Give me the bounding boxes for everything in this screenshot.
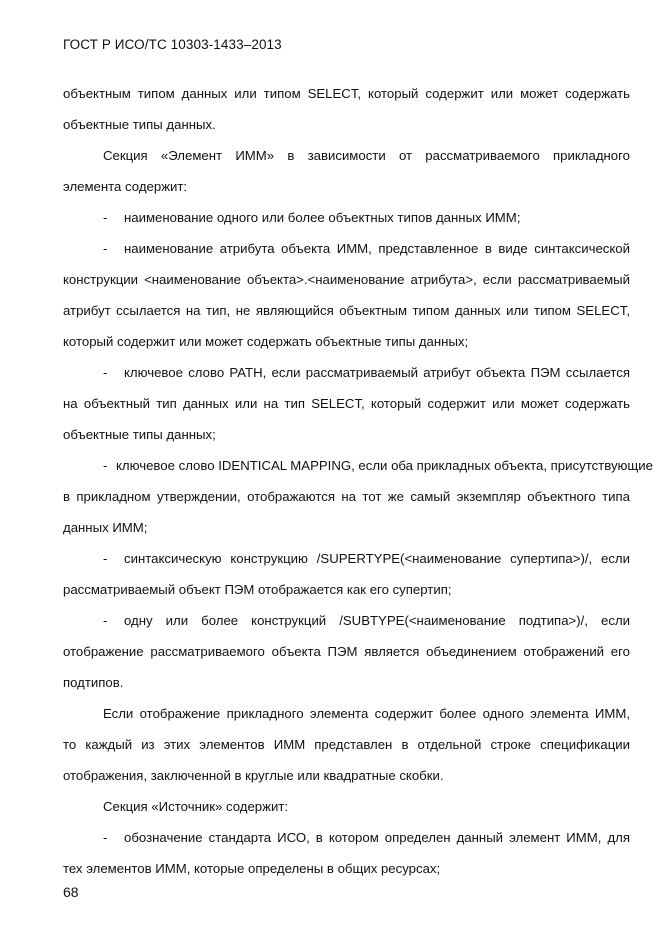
list-item: наименование одного или более объектных типов данных ИММ;	[124, 210, 521, 225]
list-item: одну или более конструкций /SUBTYPE(<наименование подтипа>)/, если	[124, 613, 630, 628]
document-header: ГОСТ Р ИСО/ТС 10303-1433–2013	[63, 37, 282, 52]
text-line: объектным типом данных или типом SELECT, который содержит или может содержать	[63, 86, 630, 101]
text-line: атрибут ссылается на тип, не являющийся объектным типом данных или типом SELECT,	[63, 303, 630, 318]
list-dash: -	[103, 458, 108, 473]
text-line: объектные типы данных;	[63, 427, 216, 442]
text-line: конструкции <наименование объекта>.<наименование атрибута>, если рассматриваемый	[63, 272, 630, 287]
list-dash: -	[103, 613, 108, 628]
text-line: объектные типы данных.	[63, 117, 216, 132]
text-line: данных ИММ;	[63, 520, 148, 535]
list-item: ключевое слово IDENTICAL MAPPING, если оба прикладных объекта, присутствующие	[116, 458, 653, 473]
text-line: подтипов.	[63, 675, 124, 690]
list-dash: -	[103, 830, 108, 845]
paragraph-start: Секция «Элемент ИММ» в зависимости от рассматриваемого прикладного	[103, 148, 630, 163]
list-dash: -	[103, 551, 108, 566]
list-dash: -	[103, 365, 108, 380]
text-line: в прикладном утверждении, отображаются на тот же самый экземпляр объектного типа	[63, 489, 630, 504]
list-item: ключевое слово PATH, если рассматриваемый атрибут объекта ПЭМ ссылается	[124, 365, 630, 380]
text-line: элемента содержит:	[63, 179, 188, 194]
text-line: отображения, заключенной в круглые или квадратные скобки.	[63, 768, 444, 783]
list-item: наименование атрибута объекта ИММ, представленное в виде синтаксической	[124, 241, 630, 256]
text-line: тех элементов ИММ, которые определены в общих ресурсах;	[63, 861, 441, 876]
text-line: на объектный тип данных или на тип SELECT, который содержит или может содержать	[63, 396, 630, 411]
paragraph-start: Если отображение прикладного элемента содержит более одного элемента ИММ,	[103, 706, 630, 721]
list-item: обозначение стандарта ИСО, в котором определен данный элемент ИММ, для	[124, 830, 630, 845]
text-line: отображение рассматриваемого объекта ПЭМ является объединением отображений его	[63, 644, 630, 659]
list-dash: -	[103, 241, 108, 256]
text-line: который содержит или может содержать объектные типы данных;	[63, 334, 469, 349]
list-dash: -	[103, 210, 108, 225]
list-item: синтаксическую конструкцию /SUPERTYPE(<наименование супертипа>)/, если	[124, 551, 630, 566]
page-number: 68	[63, 884, 79, 900]
paragraph-start: Секция «Источник» содержит:	[103, 799, 289, 814]
text-line: то каждый из этих элементов ИММ представлен в отдельной строке спецификации	[63, 737, 630, 752]
text-line: рассматриваемый объект ПЭМ отображается как его супертип;	[63, 582, 452, 597]
